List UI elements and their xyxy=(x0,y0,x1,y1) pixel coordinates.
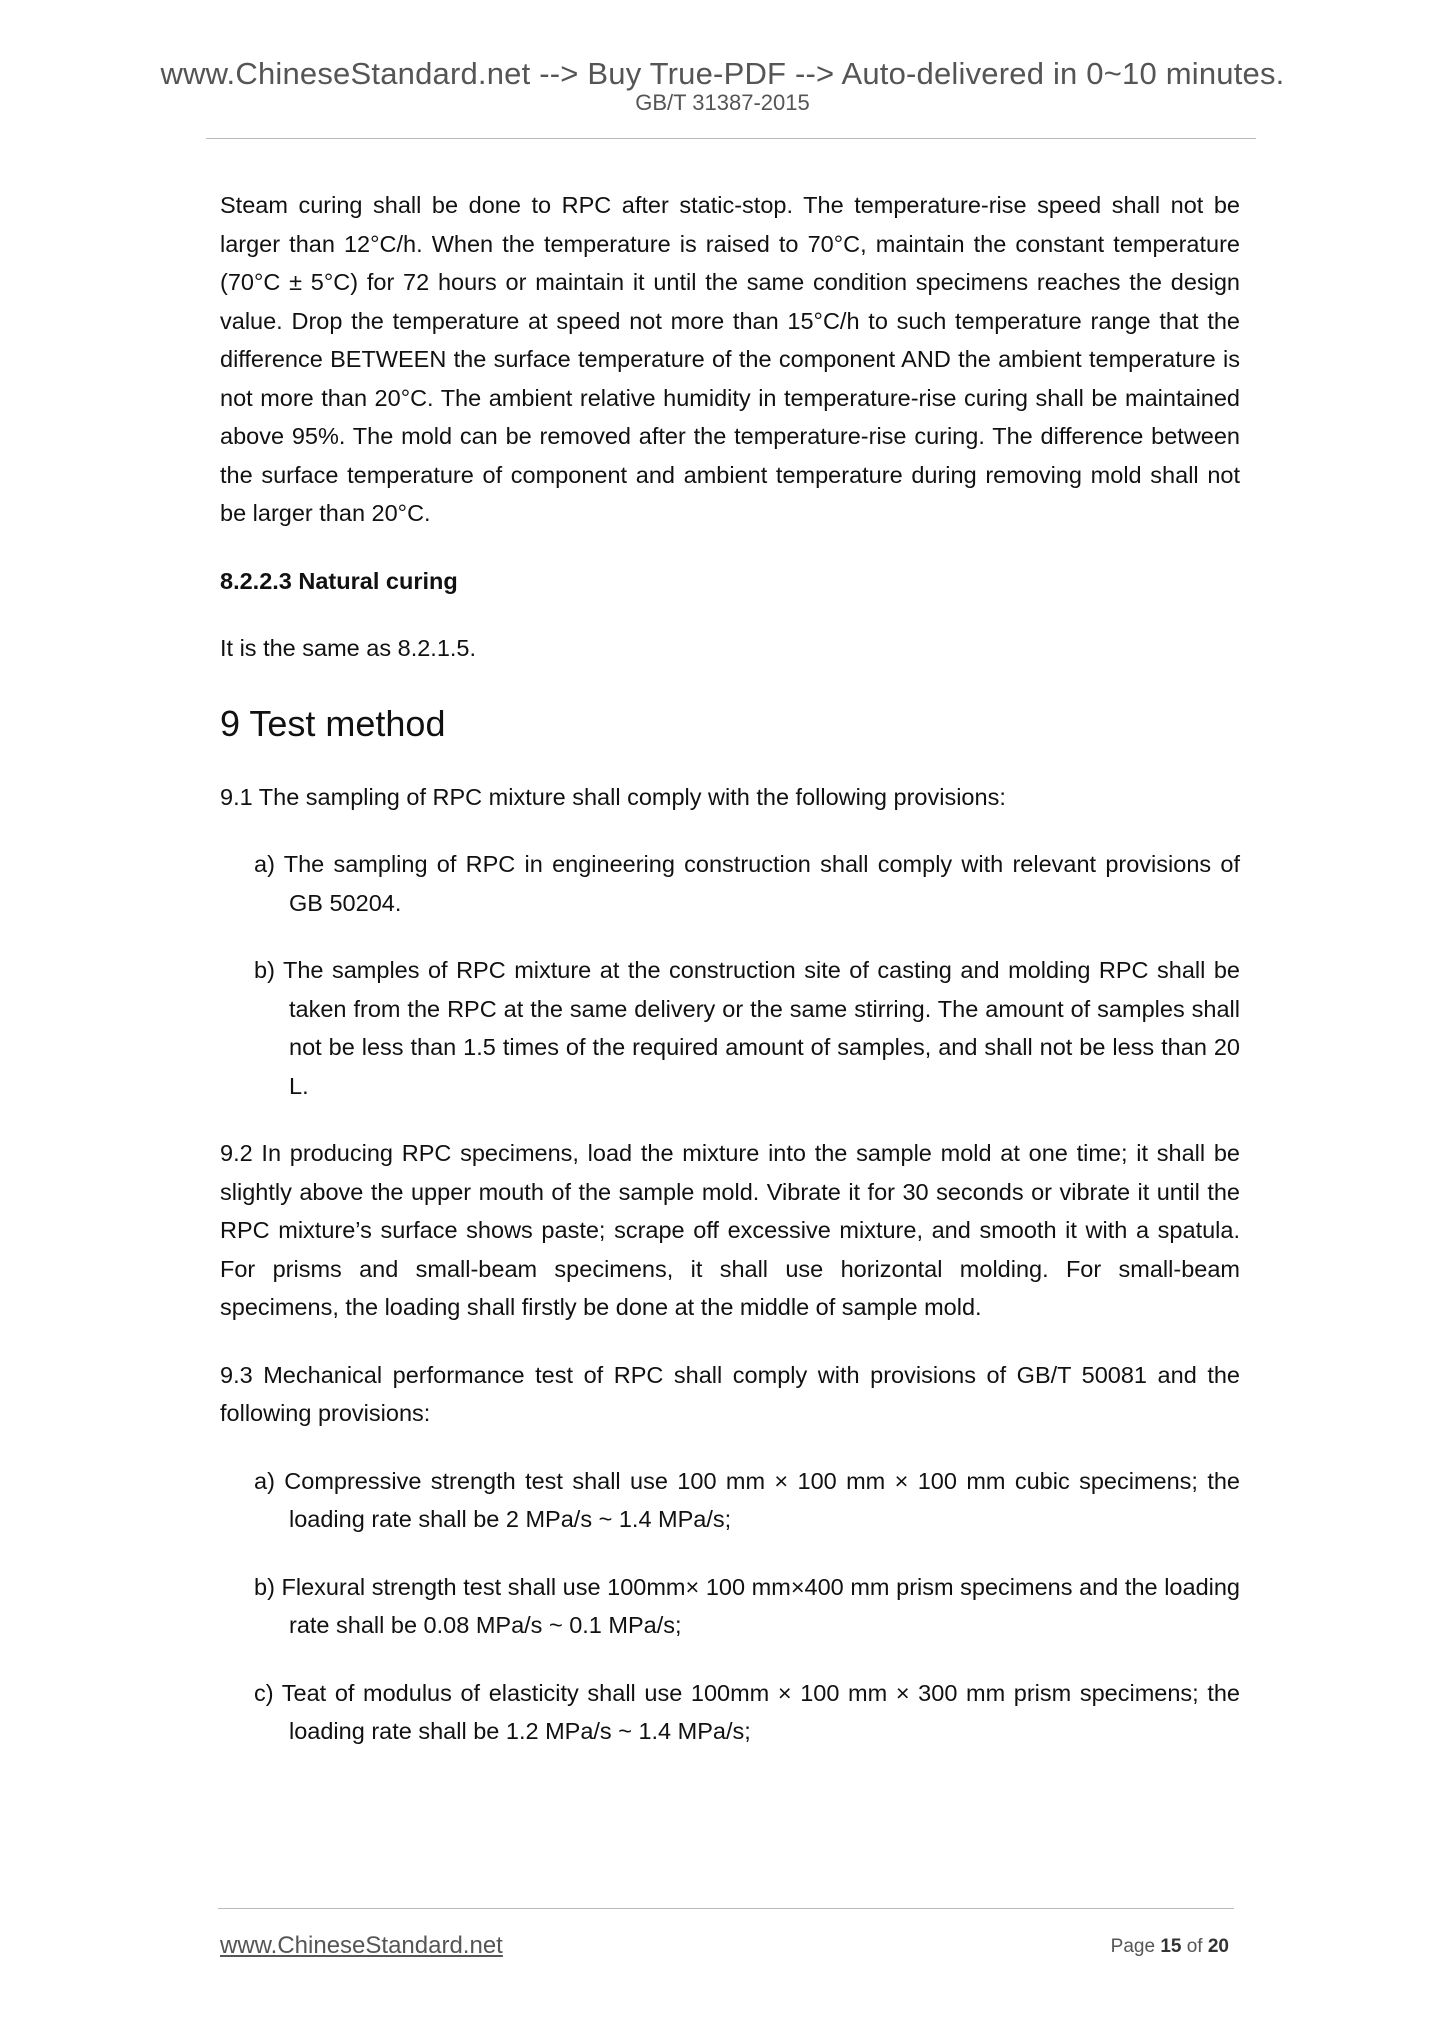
section-heading-test-method: 9 Test method xyxy=(220,702,446,744)
paragraph-9-3: 9.3 Mechanical performance test of RPC shall comply with provisions of GB/T 50081 and the following provisions: xyxy=(220,1361,1240,1426)
list-item-9-1-b: b) The samples of RPC mixture at the construction site of casting and molding RPC shall be taken from the RPC at the same delivery or the same stirring. The amount of samples shall not be less than 1.5 times of the required amount of samples, and shall not be less than 20 L. xyxy=(254,957,1240,1099)
list-item-9-3-b: b) Flexural strength test shall use 100mm× 100 mm×400 mm prism specimens and the loading rate shall be 0.08 MPa/s ~ 0.1 MPa/s; xyxy=(254,1573,1240,1638)
page-label: Page xyxy=(1110,1936,1161,1957)
page-content xyxy=(220,186,1240,1780)
page-total: 20 xyxy=(1207,1936,1229,1957)
page-of-label: of xyxy=(1181,1936,1208,1957)
paragraph-natural-curing: It is the same as 8.2.1.5. xyxy=(220,635,477,661)
footer-site-link[interactable]: www.ChineseStandard.net xyxy=(220,1932,503,1959)
page-number xyxy=(1111,1936,1229,1958)
list-item-9-3-a: a) Compressive strength test shall use 100 mm × 100 mm × 100 mm cubic specimens; the loading rate shall be 2 MPa/s ~ 1.4 MPa/s; xyxy=(254,1467,1240,1532)
subheading-natural-curing: 8.2.2.3 Natural curing xyxy=(220,567,458,594)
list-item-9-1-a: a) The sampling of RPC in engineering construction shall comply with relevant provisions of GB 50204. xyxy=(254,851,1240,916)
paragraph-steam-curing: Steam curing shall be done to RPC after static-stop. The temperature-rise speed shall not be larger than 12°C/h. When the temperature is raised to 70°C, maintain the constant temperature (70°C ± 5°C) for 72 hours or maintain it until the same condition specimens reaches the design value. Drop the temperature at speed not more than 15°C/h to such temperature range that the difference BETWEEN the surface temperature of the component AND the ambient temperature is not more than 20°C. The ambient relative humidity in temperature-rise curing shall be maintained above 95%. The mold can be removed after the temperature-rise curing. The difference between the surface temperature of component and ambient temperature during removing mold shall not be larger than 20°C. xyxy=(220,192,1240,526)
footer-divider xyxy=(218,1908,1234,1909)
standard-code: GB/T 31387-2015 xyxy=(635,90,810,115)
page-current: 15 xyxy=(1160,1936,1182,1957)
list-item-9-3-c: c) Teat of modulus of elasticity shall use 100mm × 100 mm × 300 mm prism specimens; the loading rate shall be 1.2 MPa/s ~ 1.4 MPa/s; xyxy=(254,1679,1240,1744)
site-banner: www.ChineseStandard.net --> Buy True-PDF --> Auto-delivered in 0~10 minutes. xyxy=(160,56,1285,91)
header-divider xyxy=(206,138,1256,139)
paragraph-9-2: 9.2 In producing RPC specimens, load the mixture into the sample mold at one time; it shall be slightly above the upper mouth of the sample mold. Vibrate it for 30 seconds or vibrate it until the RPC mixture’s surface shows paste; scrape off excessive mixture, and smooth it with a spatula. For prisms and small-beam specimens, it shall use horizontal molding. For small-beam specimens, the loading shall firstly be done at the middle of sample mold. xyxy=(220,1140,1240,1320)
paragraph-9-1: 9.1 The sampling of RPC mixture shall comply with the following provisions: xyxy=(220,783,1006,810)
